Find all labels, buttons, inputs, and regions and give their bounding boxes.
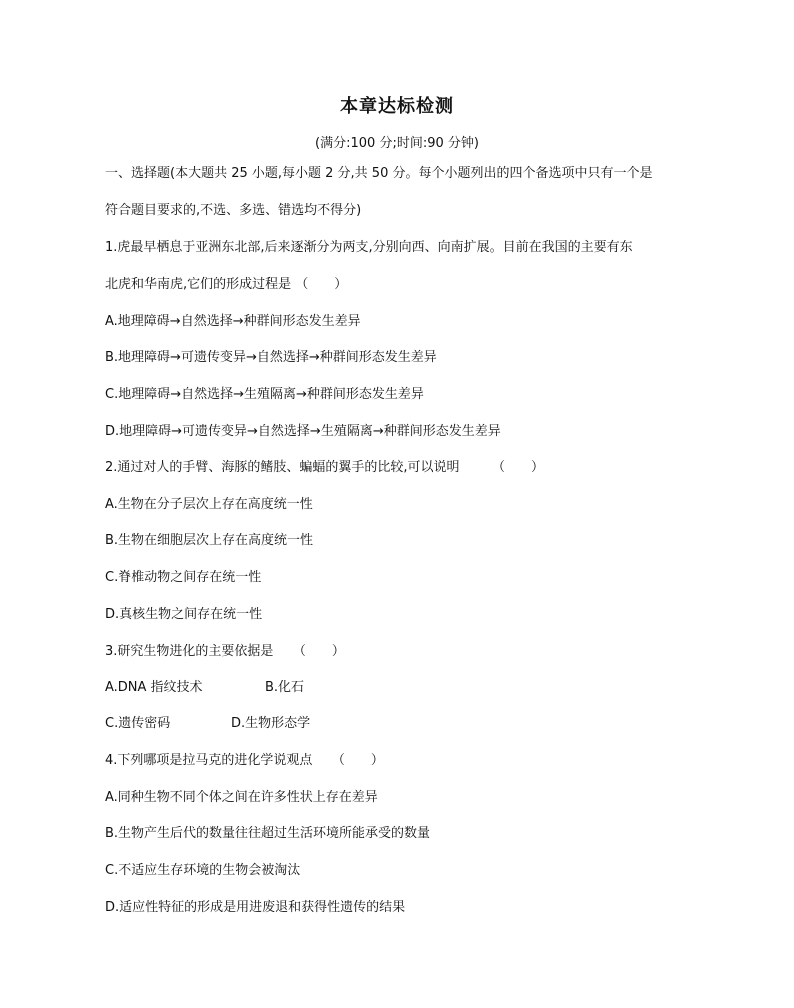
section-intro-line-2: 符合题目要求的,不选、多选、错选均不得分) [105,203,362,218]
question-3-option-a: A.DNA 指纹技术 [105,680,203,695]
question-4-option-c: C.不适应生存环境的生物会被淘汰 [105,863,301,878]
question-3-options-row-1 [105,680,304,696]
question-1-stem-line-2: 北虎和华南虎,它们的形成过程是 （ ） [105,277,348,292]
page-title: 本章达标检测 [340,96,454,117]
question-2-option-c: C.脊椎动物之间存在统一性 [105,570,262,585]
question-3-option-c: C.遗传密码 [105,716,171,731]
question-3-option-b: B.化石 [265,680,305,695]
question-1-option-d: D.地理障碍→可遗传变异→自然选择→生殖隔离→种群间形态发生差异 [105,424,501,439]
page-subtitle: (满分:100 分;时间:90 分钟) [315,136,479,151]
section-intro-line-1: 一、选择题(本大题共 25 小题,每小题 2 分,共 50 分。每个小题列出的四个备选项中只有一个是 [105,166,653,181]
question-1-stem-line-1: 1.虎最早栖息于亚洲东北部,后来逐渐分为两支,分别向西、向南扩展。目前在我国的主要有东 [105,240,633,255]
question-3-options-row-2 [105,716,310,732]
question-3-option-d: D.生物形态学 [231,716,311,731]
question-1-option-a: A.地理障碍→自然选择→种群间形态发生差异 [105,314,361,329]
question-2-option-a: A.生物在分子层次上存在高度统一性 [105,497,313,512]
question-4-stem: 4.下列哪项是拉马克的进化学说观点 （ ） [105,753,384,768]
question-2-stem: 2.通过对人的手臂、海豚的鳍肢、蝙蝠的翼手的比较,可以说明 （ ） [105,460,545,475]
question-3-stem: 3.研究生物进化的主要依据是 （ ） [105,644,345,659]
question-2-option-d: D.真核生物之间存在统一性 [105,607,263,622]
question-1-option-b: B.地理障碍→可遗传变异→自然选择→种群间形态发生差异 [105,350,437,365]
question-2-option-b: B.生物在细胞层次上存在高度统一性 [105,533,314,548]
question-4-option-b: B.生物产生后代的数量往往超过生活环境所能承受的数量 [105,826,431,841]
question-4-option-d: D.适应性特征的形成是用进废退和获得性遗传的结果 [105,900,406,915]
question-1-option-c: C.地理障碍→自然选择→生殖隔离→种群间形态发生差异 [105,387,424,402]
question-4-option-a: A.同种生物不同个体之间在许多性状上存在差异 [105,790,378,805]
